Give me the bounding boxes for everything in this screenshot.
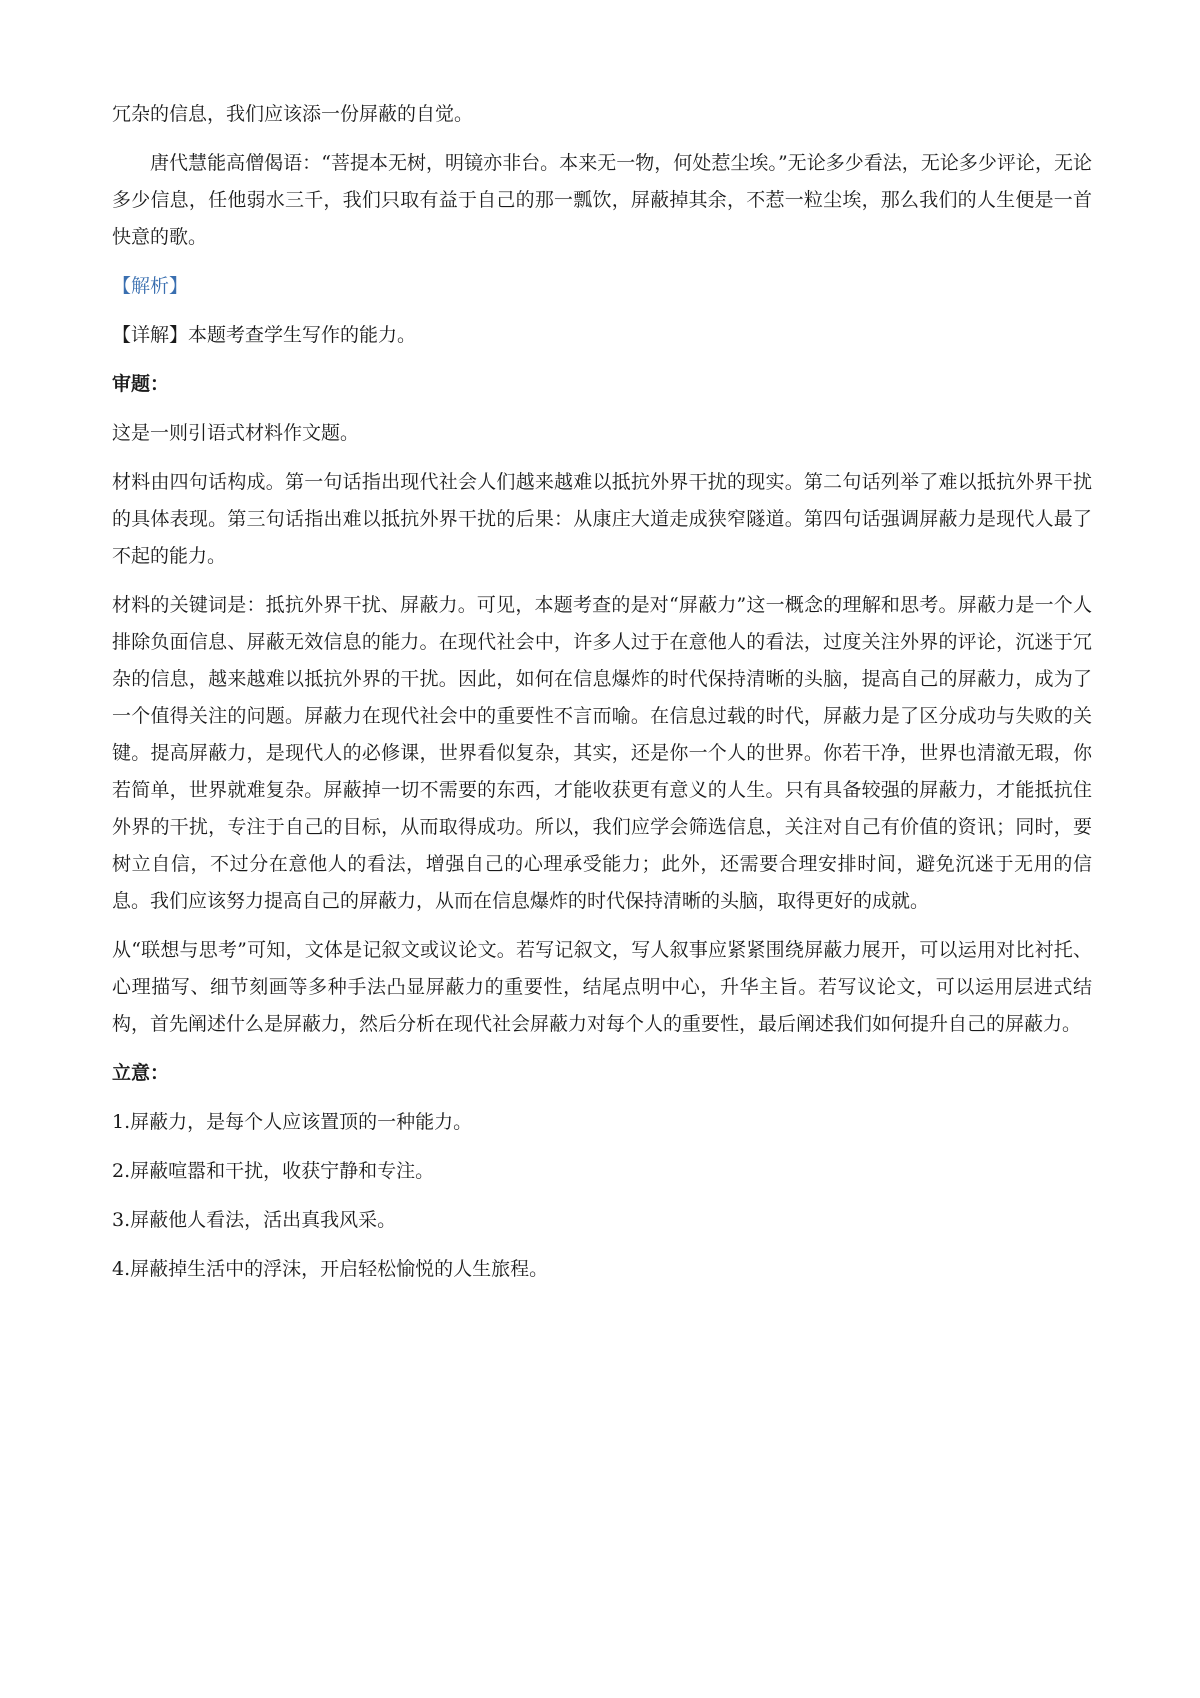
theme-item-1: 1.屏蔽力，是每个人应该置顶的一种能力。 (112, 1111, 473, 1133)
essay-paragraph-1: 冗杂的信息，我们应该添一份屏蔽的自觉。 (112, 103, 474, 125)
theme-item-2: 2.屏蔽喧嚣和干扰，收获宁静和专注。 (112, 1160, 435, 1182)
theme-item-4: 4.屏蔽掉生活中的浮沫，开启轻松愉悦的人生旅程。 (112, 1258, 549, 1280)
review-paragraph-4: 从“联想与思考”可知，文体是记叙文或议论文。若写记叙文，写人叙事应紧紧围绕屏蔽力展开，可以运用对比衬托、心理描写、细节刻画等多种手法凸显屏蔽力的重要性，结尾点明中心，升华主旨。若写议论文，可以运用层进式结构，首先阐述什么是屏蔽力，然后分析在现代社会屏蔽力对每个人的重要性，最后阐述我们如何提升自己的屏蔽力。 (112, 939, 1092, 1035)
review-heading: 审题： (112, 373, 170, 395)
document-page (112, 96, 1092, 1300)
theme-item-3: 3.屏蔽他人看法，活出真我风采。 (112, 1209, 397, 1231)
detail-line: 【详解】本题考查学生写作的能力。 (112, 324, 417, 346)
analysis-tag: 【解析】 (112, 275, 189, 297)
theme-heading: 立意： (112, 1062, 170, 1084)
essay-paragraph-2: 唐代慧能高僧偈语：“菩提本无树，明镜亦非台。本来无一物，何处惹尘埃。”无论多少看法，无论多少评论，无论多少信息，任他弱水三千，我们只取有益于自己的那一瓢饮，屏蔽掉其余，不惹一粒尘埃，那么我们的人生便是一首快意的歌。 (112, 152, 1092, 248)
review-paragraph-2: 材料由四句话构成。第一句话指出现代社会人们越来越难以抵抗外界干扰的现实。第二句话列举了难以抵抗外界干扰的具体表现。第三句话指出难以抵抗外界干扰的后果：从康庄大道走成狭窄隧道。第四句话强调屏蔽力是现代人最了不起的能力。 (112, 471, 1092, 567)
review-paragraph-3: 材料的关键词是：抵抗外界干扰、屏蔽力。可见，本题考查的是对“屏蔽力”这一概念的理解和思考。屏蔽力是一个人排除负面信息、屏蔽无效信息的能力。在现代社会中，许多人过于在意他人的看法，过度关注外界的评论，沉迷于冗杂的信息，越来越难以抵抗外界的干扰。因此，如何在信息爆炸的时代保持清晰的头脑，提高自己的屏蔽力，成为了一个值得关注的问题。屏蔽力在现代社会中的重要性不言而喻。在信息过载的时代，屏蔽力是了区分成功与失败的关键。提高屏蔽力，是现代人的必修课，世界看似复杂，其实，还是你一个人的世界。你若干净，世界也清澈无瑕，你若简单，世界就难复杂。屏蔽掉一切不需要的东西，才能收获更有意义的人生。只有具备较强的屏蔽力，才能抵抗住外界的干扰，专注于自己的目标，从而取得成功。所以，我们应学会筛选信息，关注对自己有价值的资讯；同时，要树立自信，不过分在意他人的看法，增强自己的心理承受能力；此外，还需要合理安排时间，避免沉迷于无用的信息。我们应该努力提高自己的屏蔽力，从而在信息爆炸的时代保持清晰的头脑，取得更好的成就。 (112, 594, 1092, 912)
review-paragraph-1: 这是一则引语式材料作文题。 (112, 422, 360, 444)
